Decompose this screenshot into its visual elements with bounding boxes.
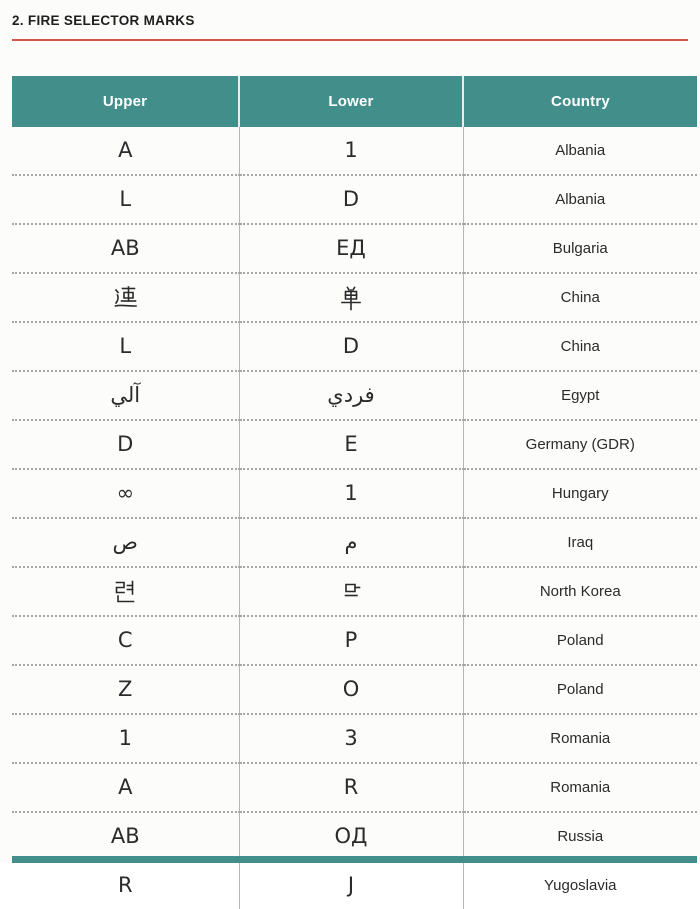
- table-row: [12, 616, 697, 665]
- lower-mark-cell: 1: [239, 469, 463, 518]
- upper-mark-cell: L: [12, 175, 239, 224]
- table-row: [12, 224, 697, 273]
- lower-mark-cell: 3: [239, 714, 463, 763]
- table-row: [12, 322, 697, 371]
- header-cell-lower: Lower: [239, 76, 463, 127]
- country-cell: Bulgaria: [463, 224, 697, 273]
- upper-mark-cell: ∞: [12, 469, 239, 518]
- country-cell: China: [463, 322, 697, 371]
- upper-mark-cell: [12, 567, 239, 616]
- country-cell: Iraq: [463, 518, 697, 567]
- table-row: [12, 665, 697, 714]
- hangul-ryeon-auto-glyph: [112, 579, 138, 605]
- country-cell: China: [463, 273, 697, 322]
- table-row: [12, 714, 697, 763]
- lower-mark-cell: O: [239, 665, 463, 714]
- lower-mark-cell: P: [239, 616, 463, 665]
- table-row: [12, 175, 697, 224]
- table-row: [12, 567, 697, 616]
- header-cell-upper: Upper: [12, 76, 239, 127]
- upper-mark-cell: R: [12, 861, 239, 909]
- upper-mark-cell: 1: [12, 714, 239, 763]
- upper-mark-cell: АВ: [12, 812, 239, 861]
- lower-mark-cell: ЕД: [239, 224, 463, 273]
- lower-mark-cell: [239, 273, 463, 322]
- title-underline-rule: [12, 39, 688, 41]
- fire-selector-table: [12, 76, 697, 909]
- country-cell: Egypt: [463, 371, 697, 420]
- upper-mark-cell: AB: [12, 224, 239, 273]
- table-row: [12, 812, 697, 861]
- country-cell: Albania: [463, 127, 697, 175]
- upper-mark-cell: A: [12, 127, 239, 175]
- hanzi-lian-auto-glyph: [112, 285, 138, 311]
- table-row: [12, 518, 697, 567]
- next-section-header-strip: [12, 856, 697, 863]
- hanzi-dan-single-glyph: [339, 285, 363, 311]
- lower-mark-cell: [239, 567, 463, 616]
- country-cell: Romania: [463, 714, 697, 763]
- table-row: [12, 371, 697, 420]
- country-cell: Romania: [463, 763, 697, 812]
- lower-mark-cell: D: [239, 175, 463, 224]
- lower-mark-cell: J: [239, 861, 463, 909]
- table-header-row: [12, 76, 697, 127]
- country-cell: North Korea: [463, 567, 697, 616]
- country-cell: Albania: [463, 175, 697, 224]
- upper-mark-cell: [12, 273, 239, 322]
- upper-mark-cell: ص: [12, 518, 239, 567]
- section-title: 2. FIRE SELECTOR MARKS: [12, 13, 195, 28]
- table-row: [12, 127, 697, 175]
- upper-mark-cell: D: [12, 420, 239, 469]
- lower-mark-cell: فردي: [239, 371, 463, 420]
- country-cell: Poland: [463, 665, 697, 714]
- table-row: [12, 420, 697, 469]
- upper-mark-cell: Z: [12, 665, 239, 714]
- hangul-tan-single-glyph: [339, 580, 363, 604]
- lower-mark-cell: E: [239, 420, 463, 469]
- country-cell: Russia: [463, 812, 697, 861]
- table-row: [12, 469, 697, 518]
- country-cell: Hungary: [463, 469, 697, 518]
- upper-mark-cell: C: [12, 616, 239, 665]
- lower-mark-cell: D: [239, 322, 463, 371]
- lower-mark-cell: م: [239, 518, 463, 567]
- upper-mark-cell: A: [12, 763, 239, 812]
- table-row: [12, 273, 697, 322]
- upper-mark-cell: L: [12, 322, 239, 371]
- country-cell: Germany (GDR): [463, 420, 697, 469]
- table-row: [12, 861, 697, 909]
- upper-mark-cell: آلي: [12, 371, 239, 420]
- table-row: [12, 763, 697, 812]
- country-cell: Yugoslavia: [543, 877, 617, 894]
- header-cell-country: Country: [463, 76, 697, 127]
- country-cell: Poland: [463, 616, 697, 665]
- lower-mark-cell: R: [239, 763, 463, 812]
- lower-mark-cell: 1: [239, 127, 463, 175]
- lower-mark-cell: ОД: [239, 812, 463, 861]
